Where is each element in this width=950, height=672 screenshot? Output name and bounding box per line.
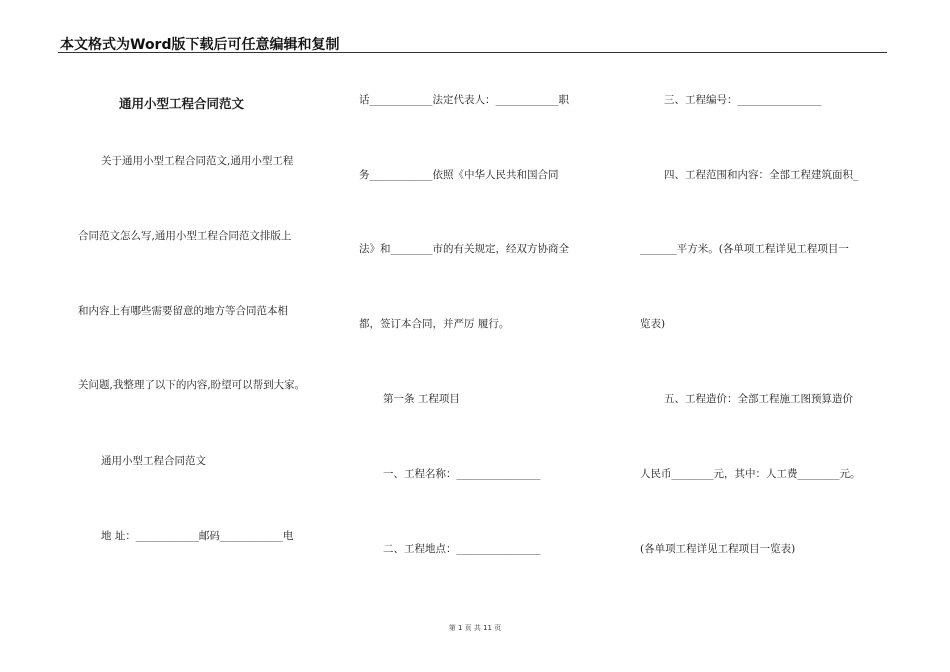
- paragraph-line: 二、工程地点：________________: [383, 543, 541, 555]
- section-heading: 第一条 工程项目: [383, 393, 460, 405]
- paragraph-line: 话____________法定代表人：____________职: [359, 94, 569, 106]
- paragraph-line: 地 址：____________邮码____________电: [101, 530, 294, 542]
- section-heading: 通用小型工程合同范文: [101, 455, 206, 467]
- page-header-title: 本文格式为Word版下载后可任意编辑和复制: [60, 37, 340, 53]
- paragraph-line: 合同范文怎么写,通用小型工程合同范文排版上: [78, 230, 292, 242]
- paragraph-line: _______平方米。(各单项工程详见工程项目一: [640, 243, 849, 255]
- paragraph-line: 览表): [640, 318, 666, 330]
- document-title: 通用小型工程合同范文: [119, 96, 245, 111]
- paragraph-line: 一、工程名称：________________: [383, 468, 541, 480]
- paragraph-line: 关问题,我整理了以下的内容,盼望可以帮到大家。: [78, 379, 306, 391]
- header-divider: [58, 52, 887, 53]
- paragraph-line: 三、工程编号：________________: [664, 94, 822, 106]
- paragraph-line: 关于通用小型工程合同范文,通用小型工程: [101, 155, 294, 167]
- paragraph-line: 务____________依照《中华人民共和国合同: [359, 169, 559, 181]
- paragraph-line: 四、工程范围和内容：全部工程建筑面积_: [664, 169, 859, 181]
- paragraph-line: 都，签订本合同，并严厉 履行。: [359, 318, 510, 330]
- paragraph-line: 法》和________市的有关规定，经双方协商全: [359, 243, 569, 255]
- paragraph-line: 人民币________元，其中：人工费________元。: [640, 468, 861, 480]
- paragraph-line: 五、工程造价：全部工程施工图预算造价: [664, 393, 853, 405]
- page-number: 第 1 页 共 11 页: [448, 624, 502, 632]
- paragraph-line: 和内容上有哪些需要留意的地方等合同范本相: [78, 305, 288, 317]
- paragraph-line: (各单项工程详见工程项目一览表): [640, 543, 796, 555]
